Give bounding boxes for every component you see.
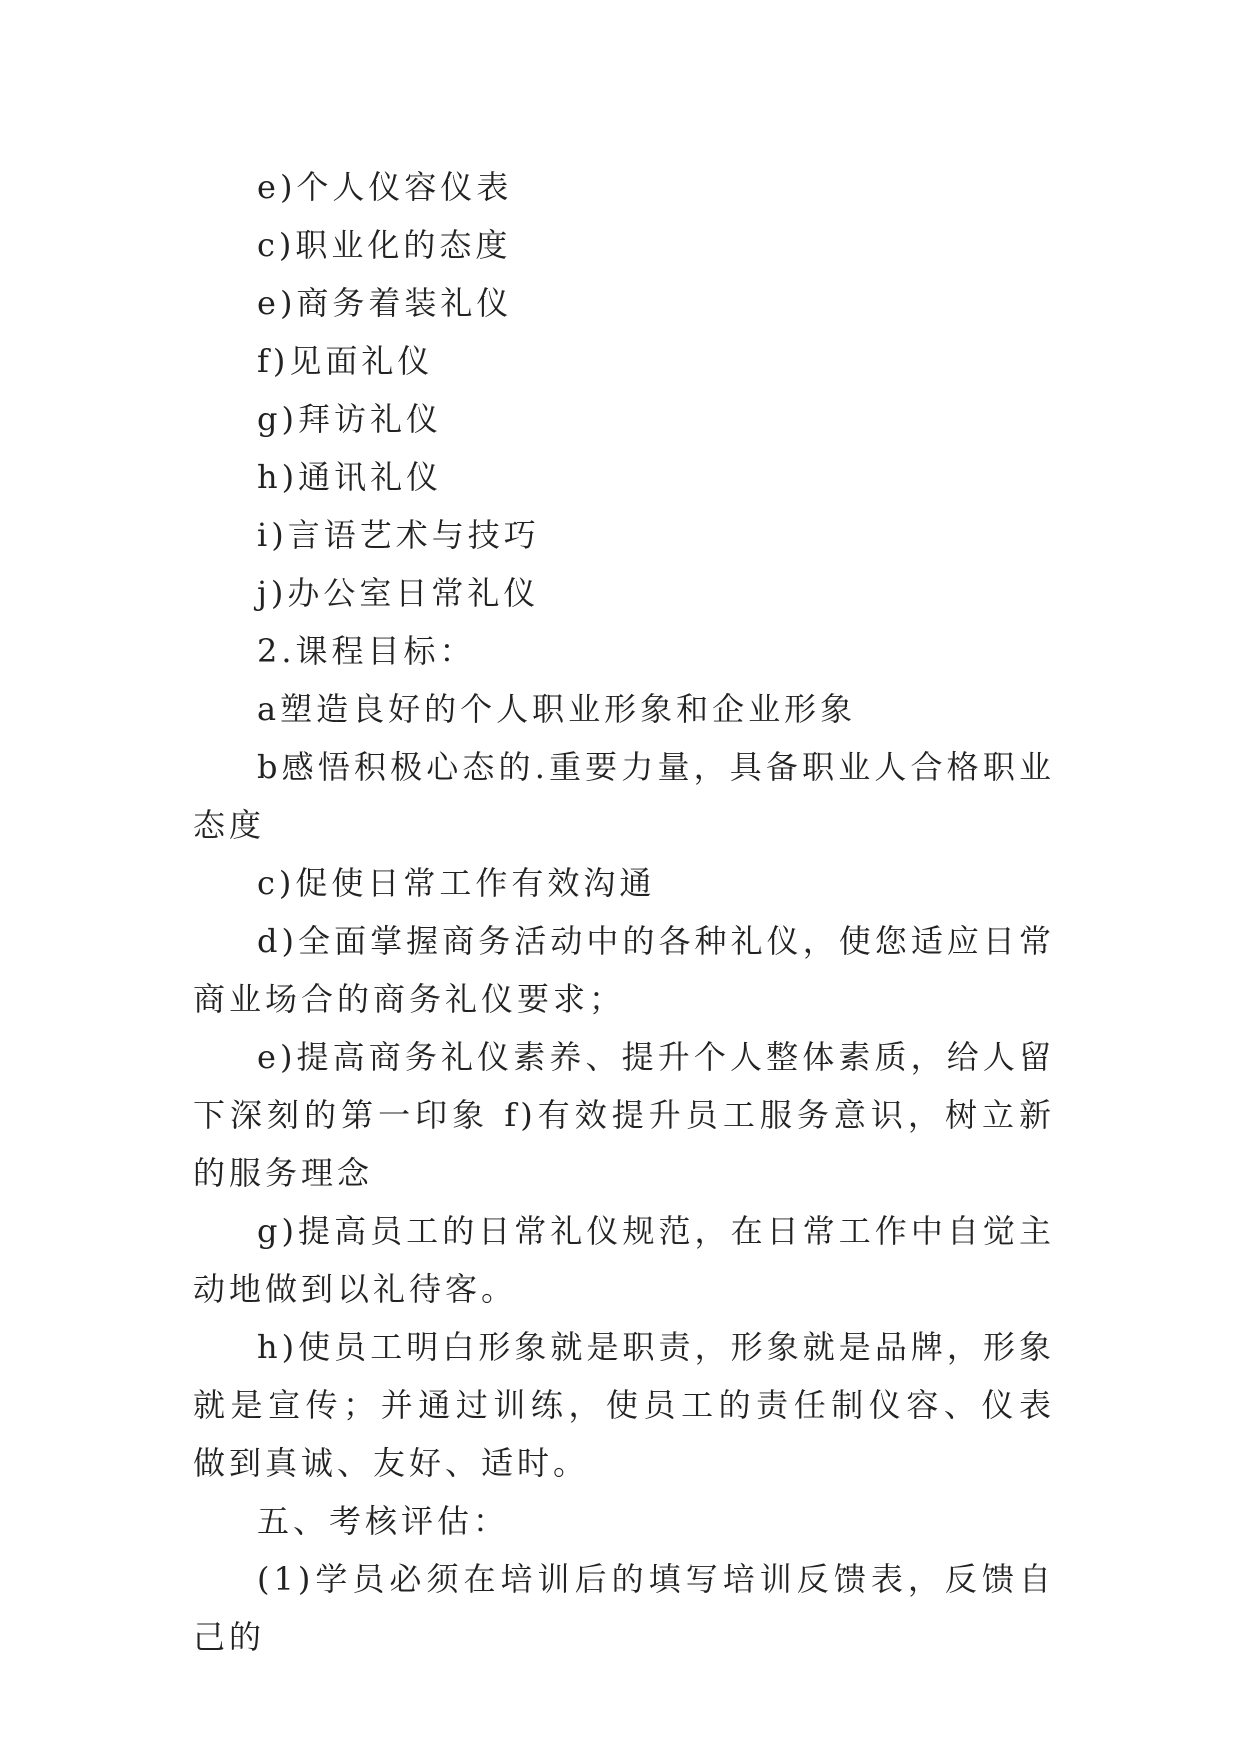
document-body: [193, 158, 1055, 1666]
assessment-item-1: (1)学员必须在培训后的填写培训反馈表，反馈自己的: [193, 1560, 1055, 1656]
list-item-business-attire: e)商务着装礼仪: [257, 284, 513, 322]
section-heading-course-goals: 2.课程目标：: [257, 632, 476, 670]
section-heading-assessment: 五、考核评估：: [257, 1502, 510, 1540]
goal-item-c: c)促使日常工作有效沟通: [257, 864, 656, 902]
goal-item-b: b感悟积极心态的.重要力量，具备职业人合格职业态度: [193, 748, 1055, 844]
goal-item-g: g)提高员工的日常礼仪规范，在日常工作中自觉主动地做到以礼待客。: [193, 1212, 1055, 1308]
list-item-professional-attitude: c)职业化的态度: [257, 226, 512, 264]
goal-item-h: h)使员工明白形象就是职责，形象就是品牌，形象就是宣传；并通过训练，使员工的责任制仪容、仪表做到真诚、友好、适时。: [193, 1328, 1055, 1482]
goal-item-d: d)全面掌握商务活动中的各种礼仪，使您适应日常商业场合的商务礼仪要求；: [193, 922, 1055, 1018]
goal-item-a: a塑造良好的个人职业形象和企业形象: [257, 690, 857, 728]
list-item-visiting-etiquette: g)拜访礼仪: [257, 400, 442, 438]
list-item-speech-skills: i)言语艺术与技巧: [257, 516, 540, 554]
list-item-office-etiquette: j)办公室日常礼仪: [257, 574, 540, 612]
list-item-meeting-etiquette: f)见面礼仪: [257, 342, 434, 380]
goal-item-e-f: e)提高商务礼仪素养、提升个人整体素质，给人留下深刻的第一印象 f)有效提升员工服务意识，树立新的服务理念: [193, 1038, 1055, 1192]
list-item-communication-etiquette: h)通讯礼仪: [257, 458, 443, 496]
list-item-appearance: e)个人仪容仪表: [257, 168, 513, 206]
